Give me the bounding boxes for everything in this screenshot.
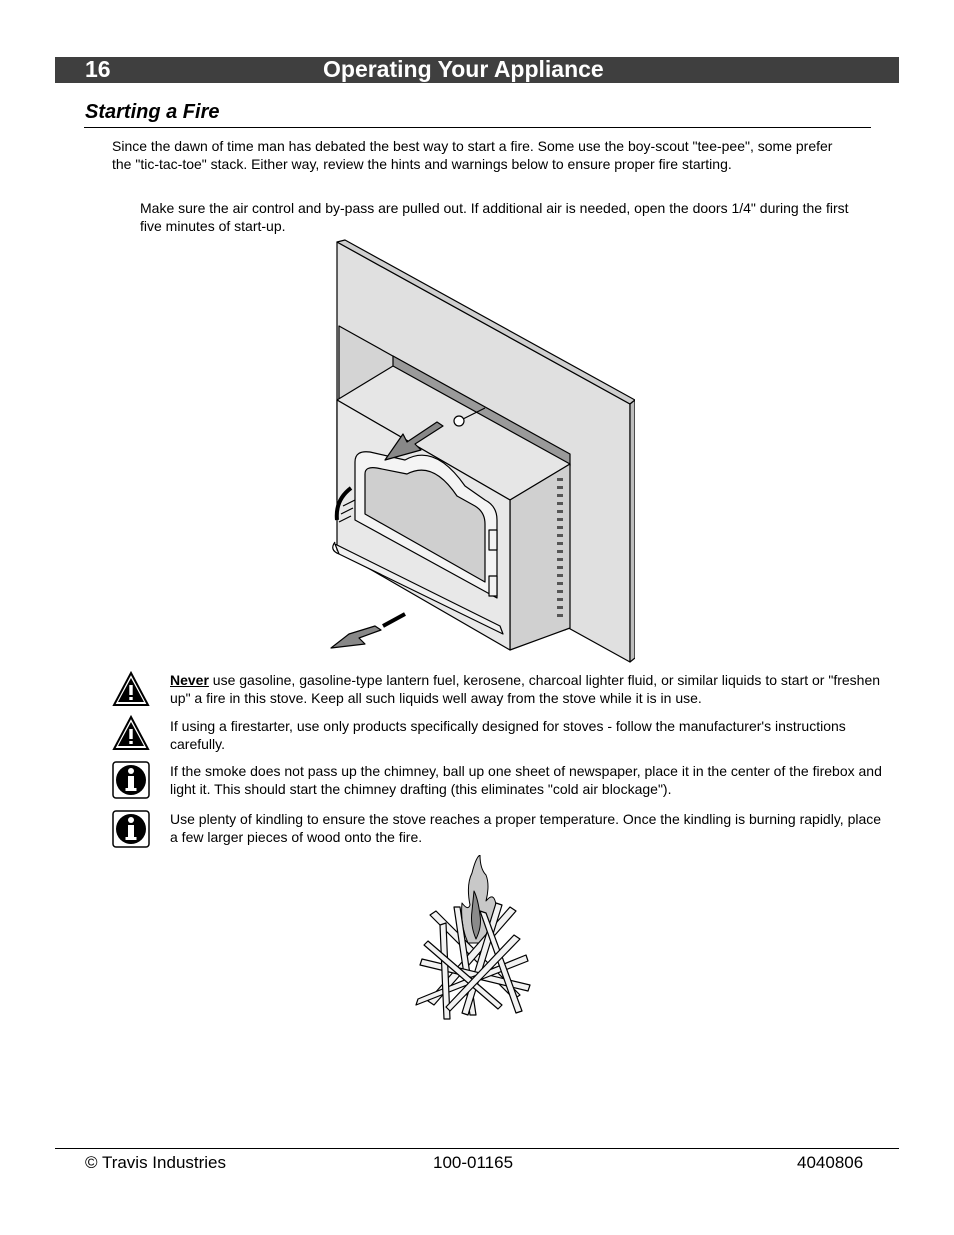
note-emphasis: Never: [170, 672, 209, 688]
intro-paragraph: Since the dawn of time man has debated the best way to start a fire. Some use the boy-scout "tee-pee", some prefer the "tic-tac-toe" stack. Either way, review the hints and warnings below to ensure proper fire starting.: [112, 138, 833, 172]
air-instruction: Make sure the air control and by-pass are pulled out. If additional air is needed, open the doors 1/4" during the first five minutes of start-up.: [140, 200, 849, 234]
footer-divider: [55, 1148, 899, 1149]
section-divider: [84, 127, 871, 128]
warning-icon: [112, 714, 150, 752]
footer-revision: 4040806: [797, 1153, 864, 1172]
kindling-fire-illustration: [410, 855, 540, 1025]
warning-icon: [112, 670, 150, 708]
footer-copyright: © Travis Industries: [85, 1153, 227, 1172]
note-firestarter: If using a firestarter, use only products specifically designed for stoves - follow the manufacturer's instructions carefully.: [170, 718, 846, 752]
stove-illustration: [325, 238, 635, 664]
info-icon: [112, 810, 150, 848]
note-text: use gasoline, gasoline-type lantern fuel, kerosene, charcoal lighter fluid, or similar liquids to start or "freshen up" a fire in this stove. Keep all such liquids well away from the stove while it is in use.: [170, 672, 881, 706]
section-title: Starting a Fire: [85, 101, 220, 123]
info-icon: [112, 761, 150, 799]
header-bar: [55, 57, 899, 83]
note-kindling: Use plenty of kindling to ensure the stove reaches a proper temperature. Once the kindling is burning rapidly, place a few larger pieces of wood onto the fire.: [170, 811, 882, 845]
note-never: [170, 671, 890, 707]
note-smoke: If the smoke does not pass up the chimney, ball up one sheet of newspaper, place it in the center of the firebox and light it. This should start the chimney drafting (this eliminates "cold air blockage").: [170, 763, 882, 797]
page-number: 16: [85, 56, 111, 82]
footer-doc-number: 100-01165: [433, 1153, 514, 1172]
page-title: Operating Your Appliance: [323, 56, 604, 82]
